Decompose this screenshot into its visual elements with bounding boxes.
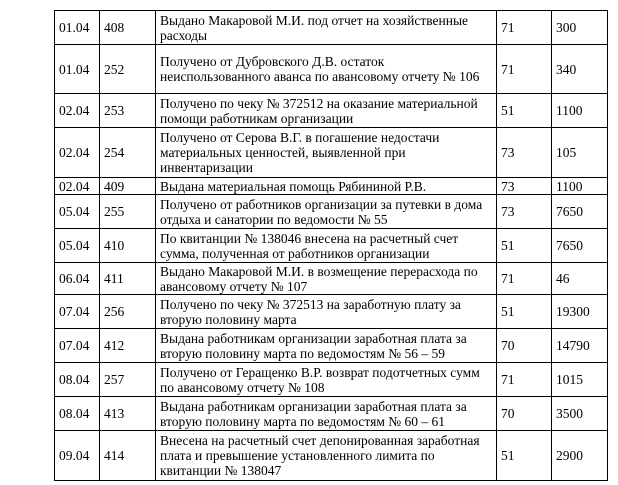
date-cell: 09.04 (55, 431, 100, 481)
account-cell: 51 (497, 94, 552, 128)
amount-cell: 46 (552, 263, 608, 295)
table-row (55, 229, 608, 263)
amount-cell: 14790 (552, 329, 608, 363)
document-number-cell: 414 (100, 431, 156, 481)
account-cell: 70 (497, 329, 552, 363)
operation-description-cell: Выдано Макаровой М.И. в возмещение перерасхода по авансовому отчету № 107 (156, 263, 497, 295)
table-row (55, 329, 608, 363)
date-cell: 02.04 (55, 178, 100, 195)
account-cell: 51 (497, 431, 552, 481)
document-number-cell: 411 (100, 263, 156, 295)
amount-cell: 2900 (552, 431, 608, 481)
account-cell: 51 (497, 229, 552, 263)
date-cell: 05.04 (55, 195, 100, 229)
table-row (55, 11, 608, 45)
account-cell: 71 (497, 363, 552, 397)
date-cell: 02.04 (55, 128, 100, 178)
operation-description-cell: Получено от Дубровского Д.В. остаток неиспользованного аванса по авансовому отчету № 106 (156, 45, 497, 94)
operation-description-cell: Получено от Серова В.Г. в погашение недостачи материальных ценностей, выявленной при инвентаризации (156, 128, 497, 178)
table-row (55, 397, 608, 431)
operation-description-cell: Получено по чеку № 372512 на оказание материальной помощи работникам организации (156, 94, 497, 128)
table-row (55, 431, 608, 481)
account-cell: 70 (497, 397, 552, 431)
operation-description-cell: Выдана работникам организации заработная плата за вторую половину марта по ведомостям № 56 – 59 (156, 329, 497, 363)
date-cell: 01.04 (55, 11, 100, 45)
date-cell: 02.04 (55, 94, 100, 128)
date-cell: 08.04 (55, 397, 100, 431)
amount-cell: 7650 (552, 195, 608, 229)
operation-description-cell: Внесена на расчетный счет депонированная заработная плата и превышение установленного лимита по квитанции № 138047 (156, 431, 497, 481)
table-row (55, 94, 608, 128)
account-cell: 51 (497, 295, 552, 329)
table-row (55, 195, 608, 229)
document-number-cell: 252 (100, 45, 156, 94)
account-cell: 71 (497, 263, 552, 295)
operation-description-cell: Выдано Макаровой М.И. под отчет на хозяйственные расходы (156, 11, 497, 45)
cash-transactions-table (54, 10, 608, 481)
amount-cell: 1100 (552, 94, 608, 128)
table-row (55, 363, 608, 397)
account-cell: 73 (497, 178, 552, 195)
table-row (55, 263, 608, 295)
document-number-cell: 412 (100, 329, 156, 363)
operation-description-cell: По квитанции № 138046 внесена на расчетный счет сумма, полученная от работников организации (156, 229, 497, 263)
table-row (55, 45, 608, 94)
date-cell: 07.04 (55, 295, 100, 329)
account-cell: 73 (497, 128, 552, 178)
date-cell: 07.04 (55, 329, 100, 363)
table-row (55, 128, 608, 178)
document-number-cell: 409 (100, 178, 156, 195)
document-number-cell: 257 (100, 363, 156, 397)
operation-description-cell: Выдана работникам организации заработная плата за вторую половину марта по ведомостям № 60 – 61 (156, 397, 497, 431)
date-cell: 05.04 (55, 229, 100, 263)
amount-cell: 300 (552, 11, 608, 45)
document-number-cell: 410 (100, 229, 156, 263)
document-number-cell: 408 (100, 11, 156, 45)
amount-cell: 1015 (552, 363, 608, 397)
operation-description-cell: Выдана материальная помощь Рябининой Р.В. (156, 178, 497, 195)
document-number-cell: 253 (100, 94, 156, 128)
table-row (55, 178, 608, 195)
date-cell: 06.04 (55, 263, 100, 295)
document-number-cell: 255 (100, 195, 156, 229)
amount-cell: 3500 (552, 397, 608, 431)
amount-cell: 7650 (552, 229, 608, 263)
amount-cell: 340 (552, 45, 608, 94)
operation-description-cell: Получено от работников организации за путевки в дома отдыха и санатории по ведомости № 55 (156, 195, 497, 229)
amount-cell: 105 (552, 128, 608, 178)
amount-cell: 19300 (552, 295, 608, 329)
operation-description-cell: Получено от Геращенко В.Р. возврат подотчетных сумм по авансовому отчету № 108 (156, 363, 497, 397)
date-cell: 01.04 (55, 45, 100, 94)
document-number-cell: 256 (100, 295, 156, 329)
table-row (55, 295, 608, 329)
account-cell: 71 (497, 45, 552, 94)
document-number-cell: 413 (100, 397, 156, 431)
account-cell: 73 (497, 195, 552, 229)
account-cell: 71 (497, 11, 552, 45)
operation-description-cell: Получено по чеку № 372513 на заработную плату за вторую половину марта (156, 295, 497, 329)
amount-cell: 1100 (552, 178, 608, 195)
document-number-cell: 254 (100, 128, 156, 178)
date-cell: 08.04 (55, 363, 100, 397)
